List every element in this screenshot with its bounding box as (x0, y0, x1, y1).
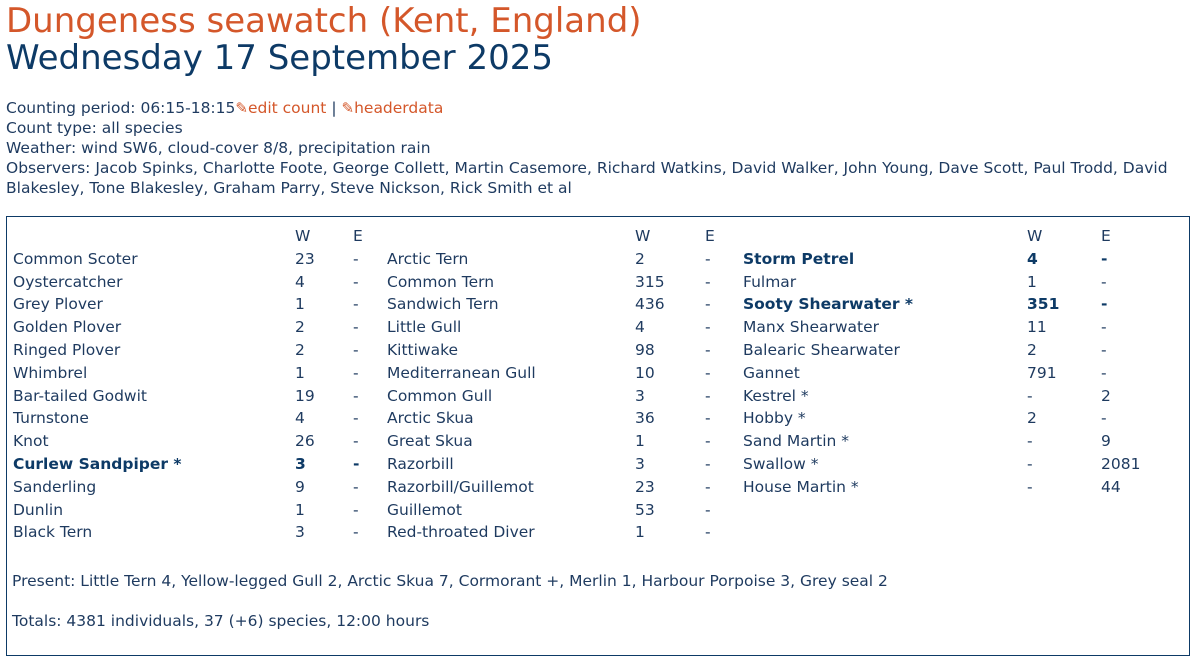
table-row (743, 248, 1161, 271)
east-count: - (1101, 340, 1107, 359)
table-row (13, 248, 413, 271)
species-name: Dunlin (13, 500, 64, 519)
east-count: - (705, 386, 711, 405)
east-count: - (705, 318, 711, 337)
west-count: 4 (635, 318, 645, 337)
counting-period-line (6, 98, 1192, 118)
table-row (13, 385, 413, 408)
east-count: - (1101, 409, 1107, 428)
table-row (387, 407, 765, 430)
species-name: Fulmar (743, 272, 797, 291)
table-row (13, 521, 413, 544)
east-count: - (705, 432, 711, 451)
table-row (387, 339, 765, 362)
table-row (13, 339, 413, 362)
east-header: E (1101, 227, 1111, 245)
species-name: House Martin * (743, 477, 859, 496)
west-count: 4 (295, 272, 305, 291)
west-count: 3 (295, 523, 305, 542)
east-count: - (353, 386, 359, 405)
table-row (743, 293, 1161, 316)
link-separator: | (331, 99, 337, 117)
east-count: - (705, 409, 711, 428)
table-row (743, 430, 1161, 453)
east-count: - (705, 500, 711, 519)
page-title: Dungeness seawatch (Kent, England) (6, 1, 642, 41)
table-row (387, 271, 765, 294)
table-row (13, 407, 413, 430)
pencil-icon: ✎ (235, 99, 248, 117)
west-count: 53 (635, 500, 655, 519)
table-row (13, 499, 413, 522)
present-summary: Present: Little Tern 4, Yellow-legged Gull 2, Arctic Skua 7, Cormorant +, Merlin 1, Harbour Porpoise 3, Grey seal 2 (12, 572, 888, 590)
west-count: 791 (1027, 363, 1057, 382)
species-name: Arctic Tern (387, 249, 469, 268)
east-count: - (353, 249, 359, 268)
west-count: 1 (1027, 272, 1037, 291)
species-name: Arctic Skua (387, 409, 474, 428)
table-row (13, 430, 413, 453)
east-count: - (705, 272, 711, 291)
species-name: Common Gull (387, 386, 493, 405)
west-count: 436 (635, 295, 665, 314)
table-row (387, 385, 765, 408)
page-date: Wednesday 17 September 2025 (6, 38, 553, 78)
species-name: Guillemot (387, 500, 462, 519)
east-count: 2081 (1101, 454, 1141, 473)
west-count: 3 (295, 454, 306, 473)
table-row (387, 499, 765, 522)
table-row (387, 521, 765, 544)
west-count: 2 (1027, 409, 1037, 428)
table-row (743, 339, 1161, 362)
west-count: 19 (295, 386, 315, 405)
species-name: Sand Martin * (743, 432, 850, 451)
west-count: 1 (635, 432, 645, 451)
table-row (13, 476, 413, 499)
east-count: - (353, 340, 359, 359)
west-count: 10 (635, 363, 655, 382)
west-count: - (1027, 454, 1033, 473)
east-count: - (353, 272, 359, 291)
species-name: Storm Petrel (743, 249, 855, 268)
species-name: Balearic Shearwater (743, 340, 900, 359)
west-count: 1 (295, 295, 305, 314)
species-name: Red-throated Diver (387, 523, 535, 542)
species-name: Golden Plover (13, 318, 122, 337)
species-name: Bar-tailed Godwit (13, 386, 147, 405)
species-name: Oystercatcher (13, 272, 123, 291)
west-count: - (1027, 477, 1033, 496)
east-count: 2 (1101, 386, 1111, 405)
counting-period: Counting period: 06:15-18:15 (6, 99, 236, 117)
species-name: Turnstone (13, 409, 89, 428)
species-name: Manx Shearwater (743, 318, 880, 337)
table-row (387, 362, 765, 385)
east-header: E (353, 227, 363, 245)
table-row (743, 476, 1161, 499)
west-count: 2 (295, 318, 305, 337)
table-row (743, 385, 1161, 408)
species-name: Grey Plover (13, 295, 103, 314)
pencil-icon: ✎ (341, 99, 355, 117)
counts-table (6, 216, 1190, 656)
species-name: Common Tern (387, 272, 495, 291)
species-name: Hobby * (743, 409, 806, 428)
species-name: Sanderling (13, 477, 97, 496)
count-metadata (6, 98, 1192, 198)
table-row (743, 316, 1161, 339)
observers: Observers: Jacob Spinks, Charlotte Foote, George Collett, Martin Casemore, Richard Watkins, David Walker, John Young, Dave Scott, Paul Trodd, David Blakesley, Tone Blakesley, Graham Parry, Steve Nickson, Rick Smith et al (6, 159, 1168, 197)
east-count: - (353, 432, 359, 451)
east-count: - (705, 249, 711, 268)
east-count: - (1101, 295, 1108, 314)
table-row (13, 362, 413, 385)
west-count: 11 (1027, 318, 1047, 337)
east-count: - (705, 363, 711, 382)
east-count: 9 (1101, 432, 1111, 451)
east-count: - (1101, 318, 1107, 337)
west-count: 4 (1027, 249, 1038, 268)
west-count: - (1027, 432, 1033, 451)
species-name: Gannet (743, 363, 800, 382)
table-row (387, 316, 765, 339)
table-row (387, 476, 765, 499)
species-name: Whimbrel (13, 363, 88, 382)
west-header: W (295, 227, 311, 245)
west-count: 36 (635, 409, 655, 428)
species-column-3 (743, 225, 1161, 499)
table-row (13, 453, 413, 476)
west-count: 1 (295, 363, 305, 382)
west-count: 2 (635, 249, 645, 268)
column-header-row (387, 225, 765, 248)
totals-summary: Totals: 4381 individuals, 37 (+6) species, 12:00 hours (12, 612, 430, 630)
weather: Weather: wind SW6, cloud-cover 8/8, precipitation rain (6, 139, 431, 157)
east-count: - (705, 340, 711, 359)
west-count: 98 (635, 340, 655, 359)
species-name: Great Skua (387, 432, 473, 451)
table-row (743, 453, 1161, 476)
east-count: - (353, 295, 359, 314)
species-name: Kittiwake (387, 340, 459, 359)
west-header: W (635, 227, 651, 245)
east-count: - (353, 318, 359, 337)
species-name: Curlew Sandpiper * (13, 454, 182, 473)
east-count: - (353, 409, 359, 428)
table-row (387, 248, 765, 271)
table-row (13, 293, 413, 316)
table-row (743, 271, 1161, 294)
west-count: 4 (295, 409, 305, 428)
table-row (13, 316, 413, 339)
species-name: Little Gull (387, 318, 462, 337)
east-count: - (705, 454, 711, 473)
east-count: - (353, 454, 360, 473)
east-count: - (353, 363, 359, 382)
species-name: Black Tern (13, 523, 93, 542)
west-count: 23 (295, 249, 315, 268)
count-type: Count type: all species (6, 119, 183, 137)
east-count: - (705, 477, 711, 496)
table-row (743, 407, 1161, 430)
west-count: 9 (295, 477, 305, 496)
headerdata-link[interactable]: headerdata (354, 99, 444, 117)
east-header: E (705, 227, 715, 245)
species-name: Ringed Plover (13, 340, 121, 359)
species-name: Swallow * (743, 454, 819, 473)
west-count: 23 (635, 477, 655, 496)
table-row (387, 453, 765, 476)
table-row (743, 362, 1161, 385)
species-name: Sooty Shearwater * (743, 295, 914, 314)
east-count: - (705, 295, 711, 314)
east-count: - (1101, 363, 1107, 382)
west-count: 1 (295, 500, 305, 519)
species-name: Sandwich Tern (387, 295, 499, 314)
west-count: 3 (635, 386, 645, 405)
west-header: W (1027, 227, 1043, 245)
species-name: Mediterranean Gull (387, 363, 536, 382)
species-column-2 (387, 225, 765, 544)
species-name: Razorbill (387, 454, 454, 473)
table-row (13, 271, 413, 294)
west-count: - (1027, 386, 1033, 405)
west-count: 2 (1027, 340, 1037, 359)
species-name: Common Scoter (13, 249, 138, 268)
west-count: 351 (1027, 295, 1060, 314)
table-row (387, 293, 765, 316)
edit-count-link[interactable]: edit count (247, 99, 327, 117)
east-count: - (1101, 272, 1107, 291)
west-count: 1 (635, 523, 645, 542)
species-name: Razorbill/Guillemot (387, 477, 534, 496)
west-count: 26 (295, 432, 315, 451)
west-count: 3 (635, 454, 645, 473)
west-count: 315 (635, 272, 665, 291)
east-count: 44 (1101, 477, 1121, 496)
species-name: Kestrel * (743, 386, 809, 405)
east-count: - (705, 523, 711, 542)
east-count: - (353, 500, 359, 519)
species-name: Knot (13, 432, 49, 451)
table-row (387, 430, 765, 453)
species-column-1 (13, 225, 413, 544)
west-count: 2 (295, 340, 305, 359)
column-header-row (743, 225, 1161, 248)
column-header-row (13, 225, 413, 248)
east-count: - (1101, 249, 1108, 268)
east-count: - (353, 477, 359, 496)
east-count: - (353, 523, 359, 542)
